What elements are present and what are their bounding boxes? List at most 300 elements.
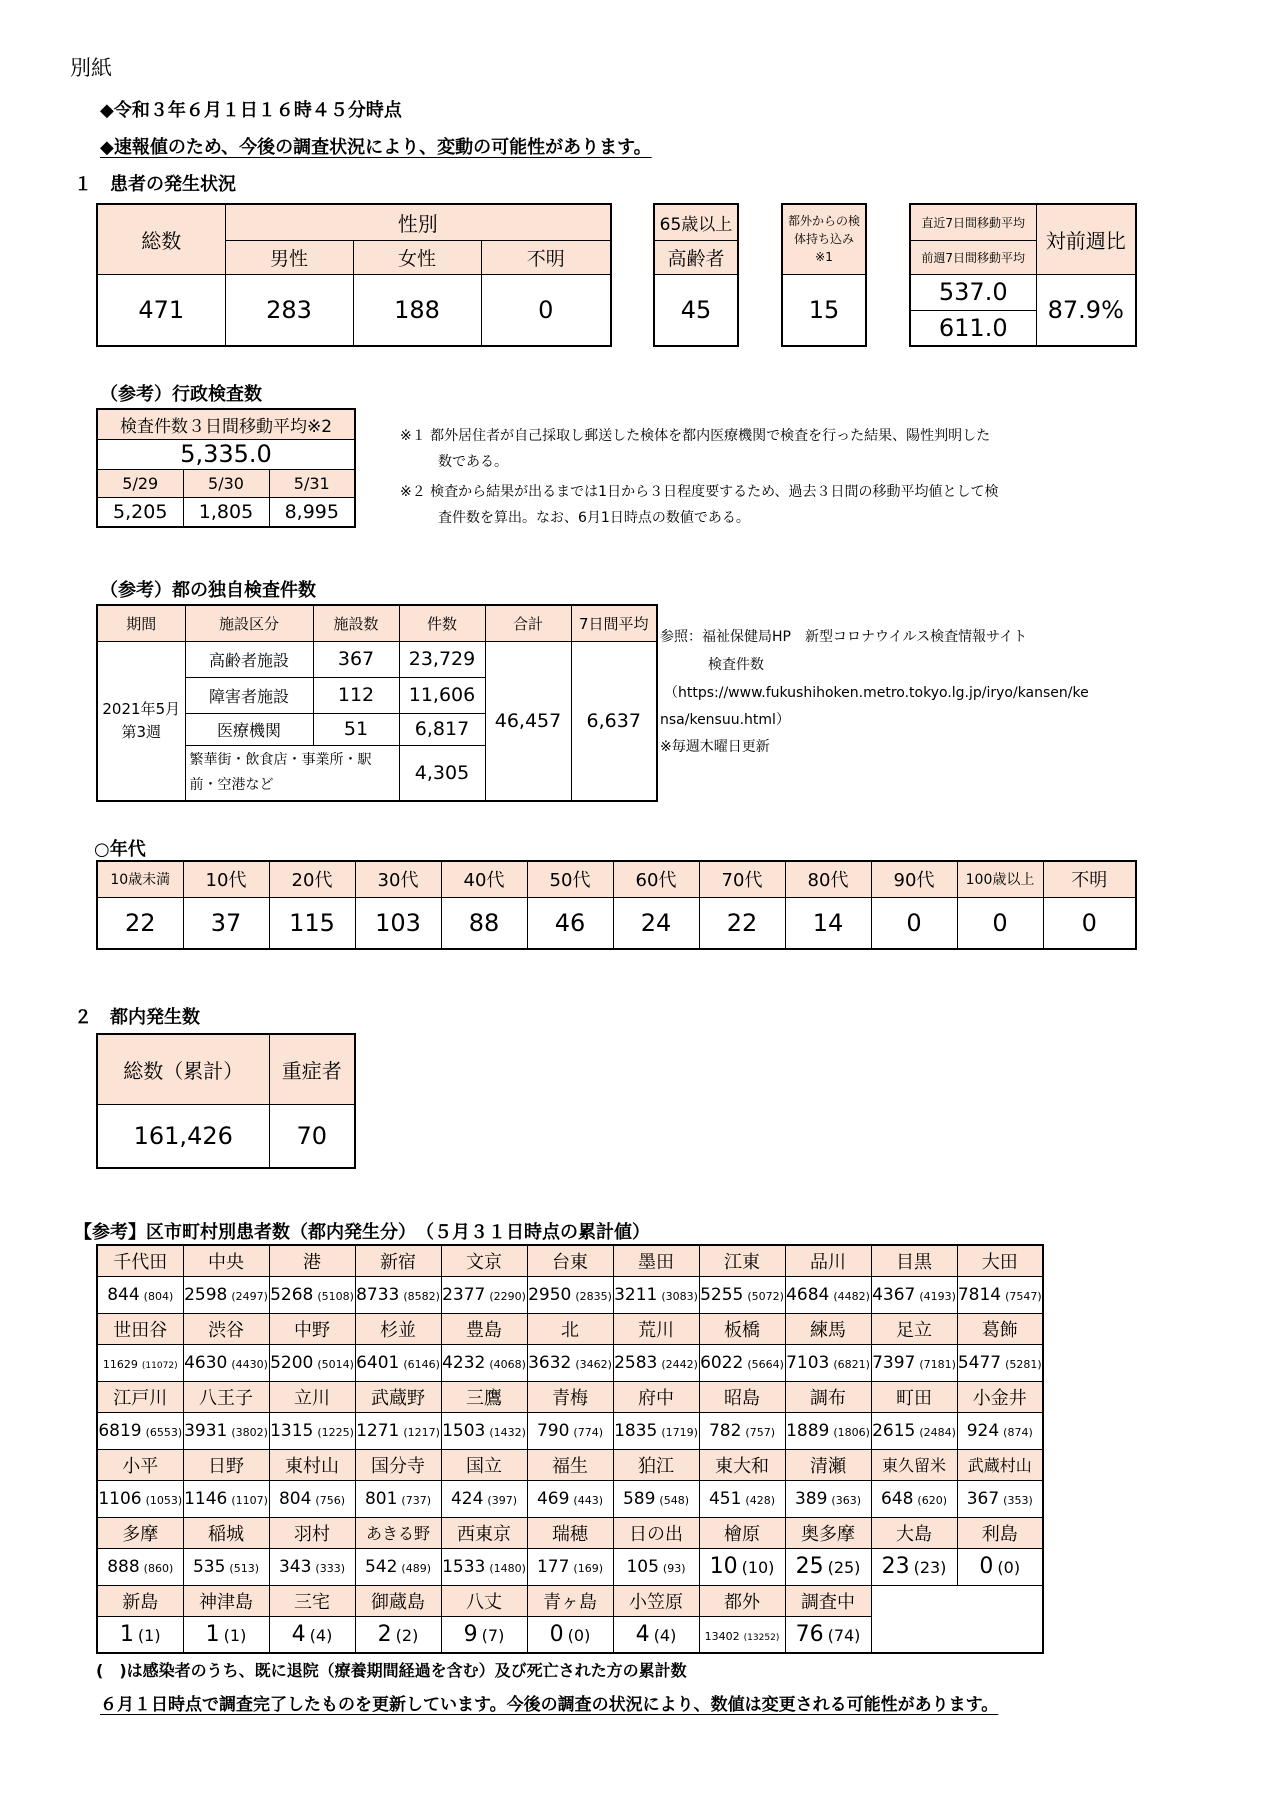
section1-heading: １ 患者の発生状況 [74,174,236,195]
municipality-count [97,1480,183,1517]
municipality-count [613,1344,699,1381]
municipality-recovered: (756) [315,1493,346,1507]
municipality-recovered: (804) [143,1289,174,1303]
municipality-name: 小平 [97,1449,183,1480]
admin-value: 8,995 [269,497,355,527]
section2-heading: ２ 都内発生数 [74,1007,200,1028]
prev7-value: 611.0 [910,310,1036,346]
outside-value: 15 [782,274,866,346]
municipality-recovered: (6821) [833,1357,870,1371]
municipality-count [441,1616,527,1653]
own-header-avg7: 7日間平均 [571,605,657,641]
age-value: 14 [785,897,871,949]
male-label: 男性 [225,240,353,274]
municipality-name: 狛江 [613,1449,699,1480]
municipality-name: 練馬 [785,1313,871,1344]
municipality-count [269,1276,355,1313]
municipality-name: 奥多摩 [785,1517,871,1548]
municipality-count [183,1548,269,1585]
municipality-count [441,1480,527,1517]
age-value: 0 [1043,897,1136,949]
municipality-name: 国分寺 [355,1449,441,1480]
municipality-name: 西東京 [441,1517,527,1548]
municipality-count [355,1548,441,1585]
municipality-recovered: (4430) [231,1357,268,1371]
doc-title: 別紙 [70,56,112,80]
municipality-recovered: (6553) [145,1425,183,1439]
admin-tests-label: 検査件数３日間移動平均※2 [97,409,355,439]
municipality-recovered: (1806) [833,1425,870,1439]
municipality-value: 801 [364,1488,398,1509]
municipality-count [269,1548,355,1585]
municipality-count [785,1480,871,1517]
municipality-count [785,1548,871,1585]
municipality-recovered: (7547) [1005,1289,1042,1303]
municipality-recovered: (4193) [919,1289,956,1303]
municipality-value: 3632 [528,1352,572,1373]
municipality-name: 中野 [269,1313,355,1344]
municipality-recovered: (4068) [489,1357,526,1371]
municipality-name: 千代田 [97,1245,183,1276]
total-value: 471 [97,274,225,346]
municipality-recovered: (5664) [747,1357,784,1371]
municipality-name: 武蔵村山 [957,1449,1043,1480]
municipality-name: 品川 [785,1245,871,1276]
municipality-value: 1503 [442,1420,486,1441]
municipality-recovered: (353) [1003,1493,1033,1507]
own-type: 医療機関 [185,713,313,745]
own-facilities: 367 [313,641,399,677]
municipality-name: 江東 [699,1245,785,1276]
municipality-count [871,1548,957,1585]
municipality-value: 589 [622,1488,656,1509]
municipality-value: 3211 [614,1284,658,1305]
municipality-name: 御蔵島 [355,1585,441,1616]
municipality-name: 青ヶ島 [527,1585,613,1616]
municipality-recovered: (7181) [919,1357,956,1371]
municipality-count [785,1412,871,1449]
prev7-label: 前週7日間移動平均 [910,240,1036,274]
municipality-name: 中央 [183,1245,269,1276]
municipality-value: 3931 [184,1420,228,1441]
municipality-count [957,1548,1043,1585]
municipality-count [183,1616,269,1653]
municipality-value: 451 [708,1488,742,1509]
municipality-name: 文京 [441,1245,527,1276]
municipality-value: 343 [278,1556,312,1577]
municipality-value: 924 [966,1420,1000,1441]
municipality-recovered: (5281) [1005,1357,1042,1371]
timestamp: ◆令和３年６月１日１６時４５分時点 [100,100,402,121]
municipality-recovered: (860) [143,1561,174,1575]
age-label: 10歳未満 [97,861,183,897]
municipality-value: 2950 [528,1284,572,1305]
admin-date: 5/29 [97,469,183,497]
municipality-count [97,1548,183,1585]
municipality-recovered: (1432) [489,1425,526,1439]
municipality-name: 調布 [785,1381,871,1412]
municipality-name: 目黒 [871,1245,957,1276]
municipality-recovered: (25) [827,1558,861,1577]
municipality-name: 渋谷 [183,1313,269,1344]
municipality-recovered: (8582) [403,1289,440,1303]
municipality-count [613,1548,699,1585]
admin-tests-avg: 5,335.0 [97,439,355,469]
municipal-table [96,1244,1044,1654]
gender-label: 性別 [225,204,611,240]
municipality-value: 2615 [872,1420,916,1441]
municipality-recovered: (2290) [489,1289,526,1303]
municipality-recovered: (443) [573,1493,604,1507]
notice: ◆速報値のため、今後の調査状況により、変動の可能性があります。 [100,137,652,158]
municipality-value: 6022 [700,1352,744,1373]
municipality-name: あきる野 [355,1517,441,1548]
municipality-recovered: (1053) [145,1493,183,1507]
municipality-recovered: (1217) [403,1425,440,1439]
own-facilities: 51 [313,713,399,745]
municipality-value: 542 [364,1556,398,1577]
municipality-name: 府中 [613,1381,699,1412]
municipality-value: 5268 [270,1284,314,1305]
age-label: 70代 [699,861,785,897]
municipality-name: 足立 [871,1313,957,1344]
cumulative-value: 161,426 [97,1104,269,1168]
age-value: 0 [871,897,957,949]
municipality-value: 0 [979,1554,994,1579]
municipality-recovered: (620) [917,1493,948,1507]
municipality-name: 稲城 [183,1517,269,1548]
own-type: 障害者施設 [185,677,313,713]
elderly-label-2: 高齢者 [654,240,738,274]
own-avg7: 6,637 [571,641,657,801]
municipality-value: 76 [795,1621,824,1647]
weekratio-value: 87.9% [1036,274,1136,346]
own-tests-table [96,604,658,802]
note-2b: 査件数を算出。なお、6月1日時点の数値である。 [438,510,750,526]
municipality-recovered: (363) [831,1493,862,1507]
municipality-name: 八丈 [441,1585,527,1616]
municipality-value: 469 [536,1488,570,1509]
municipality-count [957,1412,1043,1449]
municipality-name: 東大和 [699,1449,785,1480]
municipality-name: 昭島 [699,1381,785,1412]
municipality-value: 11629 [102,1358,138,1371]
municipality-name: 北 [527,1313,613,1344]
municipality-count [355,1616,441,1653]
municipality-recovered: (2) [395,1625,419,1645]
municipal-footnote: ( )は感染者のうち、既に退院（療養期間経過を含む）及び死亡された方の累計数 [96,1661,687,1680]
patient-table [96,203,612,347]
municipality-value: 2 [377,1621,392,1647]
municipality-name: 日の出 [613,1517,699,1548]
municipality-count [97,1344,183,1381]
municipality-recovered: (1225) [317,1425,354,1439]
municipality-recovered: (1480) [489,1561,526,1575]
municipality-recovered: (548) [659,1493,690,1507]
age-label: 不明 [1043,861,1136,897]
municipality-value: 1315 [270,1420,314,1441]
municipality-name: 青梅 [527,1381,613,1412]
municipality-count [957,1480,1043,1517]
municipality-count [871,1344,957,1381]
municipality-name: 大田 [957,1245,1043,1276]
municipality-recovered: (13252) [743,1632,780,1643]
recent7-value: 537.0 [910,274,1036,310]
municipality-value: 5255 [700,1284,744,1305]
municipality-name: 豊島 [441,1313,527,1344]
municipality-count [183,1412,269,1449]
age-value: 0 [957,897,1043,949]
own-header-count: 件数 [399,605,485,641]
municipality-name: 江戸川 [97,1381,183,1412]
municipal-heading: 【参考】区市町村別患者数（都内発生分） （５月３１日時点の累計値） [74,1222,650,1243]
municipality-value: 10 [709,1554,738,1579]
municipality-name: 瑞穂 [527,1517,613,1548]
age-value: 24 [613,897,699,949]
cumulative-label: 総数（累計） [97,1034,269,1104]
age-label: 50代 [527,861,613,897]
municipality-count [699,1480,785,1517]
municipality-count [183,1480,269,1517]
unknown-value: 0 [481,274,611,346]
municipality-count [785,1344,871,1381]
age-label: 40代 [441,861,527,897]
municipality-recovered: (169) [573,1561,604,1575]
municipality-name: 神津島 [183,1585,269,1616]
municipality-recovered: (737) [401,1493,432,1507]
municipality-value: 7814 [957,1284,1002,1305]
municipality-count [441,1344,527,1381]
cumulative-table [96,1033,356,1169]
municipality-name: 福生 [527,1449,613,1480]
municipality-recovered: (2835) [575,1289,612,1303]
municipality-count [871,1412,957,1449]
municipality-name: 大島 [871,1517,957,1548]
municipality-count [527,1276,613,1313]
municipality-name: 板橋 [699,1313,785,1344]
municipality-count [699,1412,785,1449]
municipality-recovered: (757) [745,1425,776,1439]
municipality-value: 5200 [270,1352,314,1373]
municipality-value: 9 [463,1621,478,1647]
municipality-name: 三鷹 [441,1381,527,1412]
age-value: 103 [355,897,441,949]
own-count: 4,305 [399,745,485,801]
municipality-count [355,1412,441,1449]
municipality-value: 1 [205,1621,220,1647]
municipality-recovered: (489) [401,1561,432,1575]
own-count: 23,729 [399,641,485,677]
own-facilities: 112 [313,677,399,713]
municipality-count [441,1276,527,1313]
elderly-table [653,203,739,347]
age-label: 80代 [785,861,871,897]
municipality-value: 4232 [442,1352,486,1373]
municipality-recovered: (7) [481,1625,505,1645]
age-value: 46 [527,897,613,949]
age-value: 22 [97,897,183,949]
municipality-name: 国立 [441,1449,527,1480]
municipality-count [699,1548,785,1585]
municipality-recovered: (0) [997,1558,1021,1577]
female-value: 188 [353,274,481,346]
own-total: 46,457 [485,641,571,801]
municipality-value: 5477 [957,1352,1002,1373]
age-value: 37 [183,897,269,949]
municipality-count [269,1412,355,1449]
municipality-value: 389 [794,1488,828,1509]
municipality-name: 三宅 [269,1585,355,1616]
municipality-count [957,1276,1043,1313]
severe-value: 70 [269,1104,355,1168]
municipality-count [355,1480,441,1517]
municipality-value: 1146 [184,1488,228,1509]
municipality-count [613,1276,699,1313]
municipality-recovered: (11072) [141,1361,178,1371]
municipality-name: 港 [269,1245,355,1276]
municipality-value: 782 [708,1420,742,1441]
elderly-label-1: 65歳以上 [654,204,738,240]
municipality-count [527,1344,613,1381]
municipality-recovered: (5014) [317,1357,354,1371]
municipality-count [613,1480,699,1517]
ref-line-5: ※毎週木曜日更新 [660,739,770,755]
municipality-name: 都外 [699,1585,785,1616]
outside-table [781,203,867,347]
municipality-value: 25 [795,1554,824,1579]
male-value: 283 [225,274,353,346]
municipality-value: 4 [291,1621,306,1647]
municipality-value: 844 [107,1284,140,1305]
municipality-name: 東久留米 [871,1449,957,1480]
own-header-period: 期間 [97,605,185,641]
own-period: 2021年5月第3週 [97,641,185,801]
municipality-recovered: (93) [662,1561,686,1575]
municipality-recovered: (1107) [231,1493,268,1507]
municipality-count [527,1480,613,1517]
severe-label: 重症者 [269,1034,355,1104]
municipality-count [613,1616,699,1653]
municipality-count [699,1344,785,1381]
municipality-name: 利島 [957,1517,1043,1548]
note-2a: ※２ 検査から結果が出るまでは1日から３日程度要するため、過去３日間の移動平均値として検 [400,484,999,500]
municipality-count [957,1344,1043,1381]
age-label: 30代 [355,861,441,897]
municipality-name: 荒川 [613,1313,699,1344]
note-1a: ※１ 都外居住者が自己採取し郵送した検体を都内医療機関で検査を行った結果、陽性判明した [400,428,991,444]
municipality-name: 町田 [871,1381,957,1412]
municipality-value: 1106 [98,1488,142,1509]
municipality-recovered: (4) [653,1625,677,1645]
municipality-name: 八王子 [183,1381,269,1412]
note-1b: 数である。 [438,454,508,470]
municipality-name: 調査中 [785,1585,871,1616]
municipality-value: 1 [119,1621,134,1647]
admin-date: 5/31 [269,469,355,497]
municipality-name: 台東 [527,1245,613,1276]
municipality-value: 6401 [356,1352,400,1373]
municipality-recovered: (774) [573,1425,604,1439]
moving-avg-table [909,203,1137,347]
municipality-count [527,1616,613,1653]
municipality-value: 648 [880,1488,914,1509]
municipality-count [269,1344,355,1381]
municipality-count [269,1480,355,1517]
municipality-value: 6819 [98,1420,142,1441]
weekratio-label: 対前週比 [1036,204,1136,274]
municipality-count [183,1344,269,1381]
municipality-recovered: (5072) [747,1289,784,1303]
municipality-count [441,1412,527,1449]
municipality-value: 4684 [786,1284,830,1305]
municipality-recovered: (1719) [661,1425,698,1439]
age-label: 60代 [613,861,699,897]
elderly-value: 45 [654,274,738,346]
municipality-recovered: (874) [1003,1425,1033,1439]
own-header-facilities: 施設数 [313,605,399,641]
recent7-label: 直近7日間移動平均 [910,204,1036,240]
municipality-value: 7103 [786,1352,830,1373]
municipality-value: 4630 [184,1352,228,1373]
municipality-count [441,1548,527,1585]
municipality-value: 804 [278,1488,312,1509]
municipality-recovered: (513) [229,1561,260,1575]
age-table [96,860,1137,950]
municipality-value: 790 [536,1420,570,1441]
municipality-recovered: (397) [487,1493,518,1507]
municipality-name: 多摩 [97,1517,183,1548]
municipality-name: 立川 [269,1381,355,1412]
own-type: 繁華街・飲食店・事業所・駅前・空港など [185,745,399,801]
age-heading: ○年代 [94,839,146,860]
admin-value: 1,805 [183,497,269,527]
municipality-name: 新島 [97,1585,183,1616]
own-type: 高齢者施設 [185,641,313,677]
own-header-type: 施設区分 [185,605,313,641]
age-value: 22 [699,897,785,949]
municipality-name: 墨田 [613,1245,699,1276]
municipality-recovered: (5108) [317,1289,354,1303]
municipality-recovered: (74) [827,1625,861,1645]
municipality-value: 2377 [442,1284,486,1305]
outside-label: 都外からの検体持ち込み※1 [782,204,866,274]
municipality-recovered: (428) [745,1493,776,1507]
municipality-recovered: (1) [137,1625,161,1645]
age-value: 88 [441,897,527,949]
municipality-value: 1271 [356,1420,400,1441]
municipality-value: 105 [626,1556,659,1577]
municipality-recovered: (3462) [575,1357,612,1371]
municipality-name: 世田谷 [97,1313,183,1344]
municipality-name: 新宿 [355,1245,441,1276]
municipality-count [355,1276,441,1313]
own-count: 6,817 [399,713,485,745]
municipality-value: 2583 [614,1352,658,1373]
municipality-count [527,1548,613,1585]
admin-date: 5/30 [183,469,269,497]
female-label: 女性 [353,240,481,274]
municipality-value: 8733 [356,1284,400,1305]
municipality-count [785,1276,871,1313]
admin-tests-table [96,408,356,528]
municipality-value: 1889 [786,1420,830,1441]
municipality-recovered: (4482) [833,1289,870,1303]
municipality-count [613,1412,699,1449]
municipality-value: 23 [881,1554,910,1579]
age-label: 90代 [871,861,957,897]
municipality-name: 小金井 [957,1381,1043,1412]
municipality-recovered: (10) [741,1558,775,1577]
